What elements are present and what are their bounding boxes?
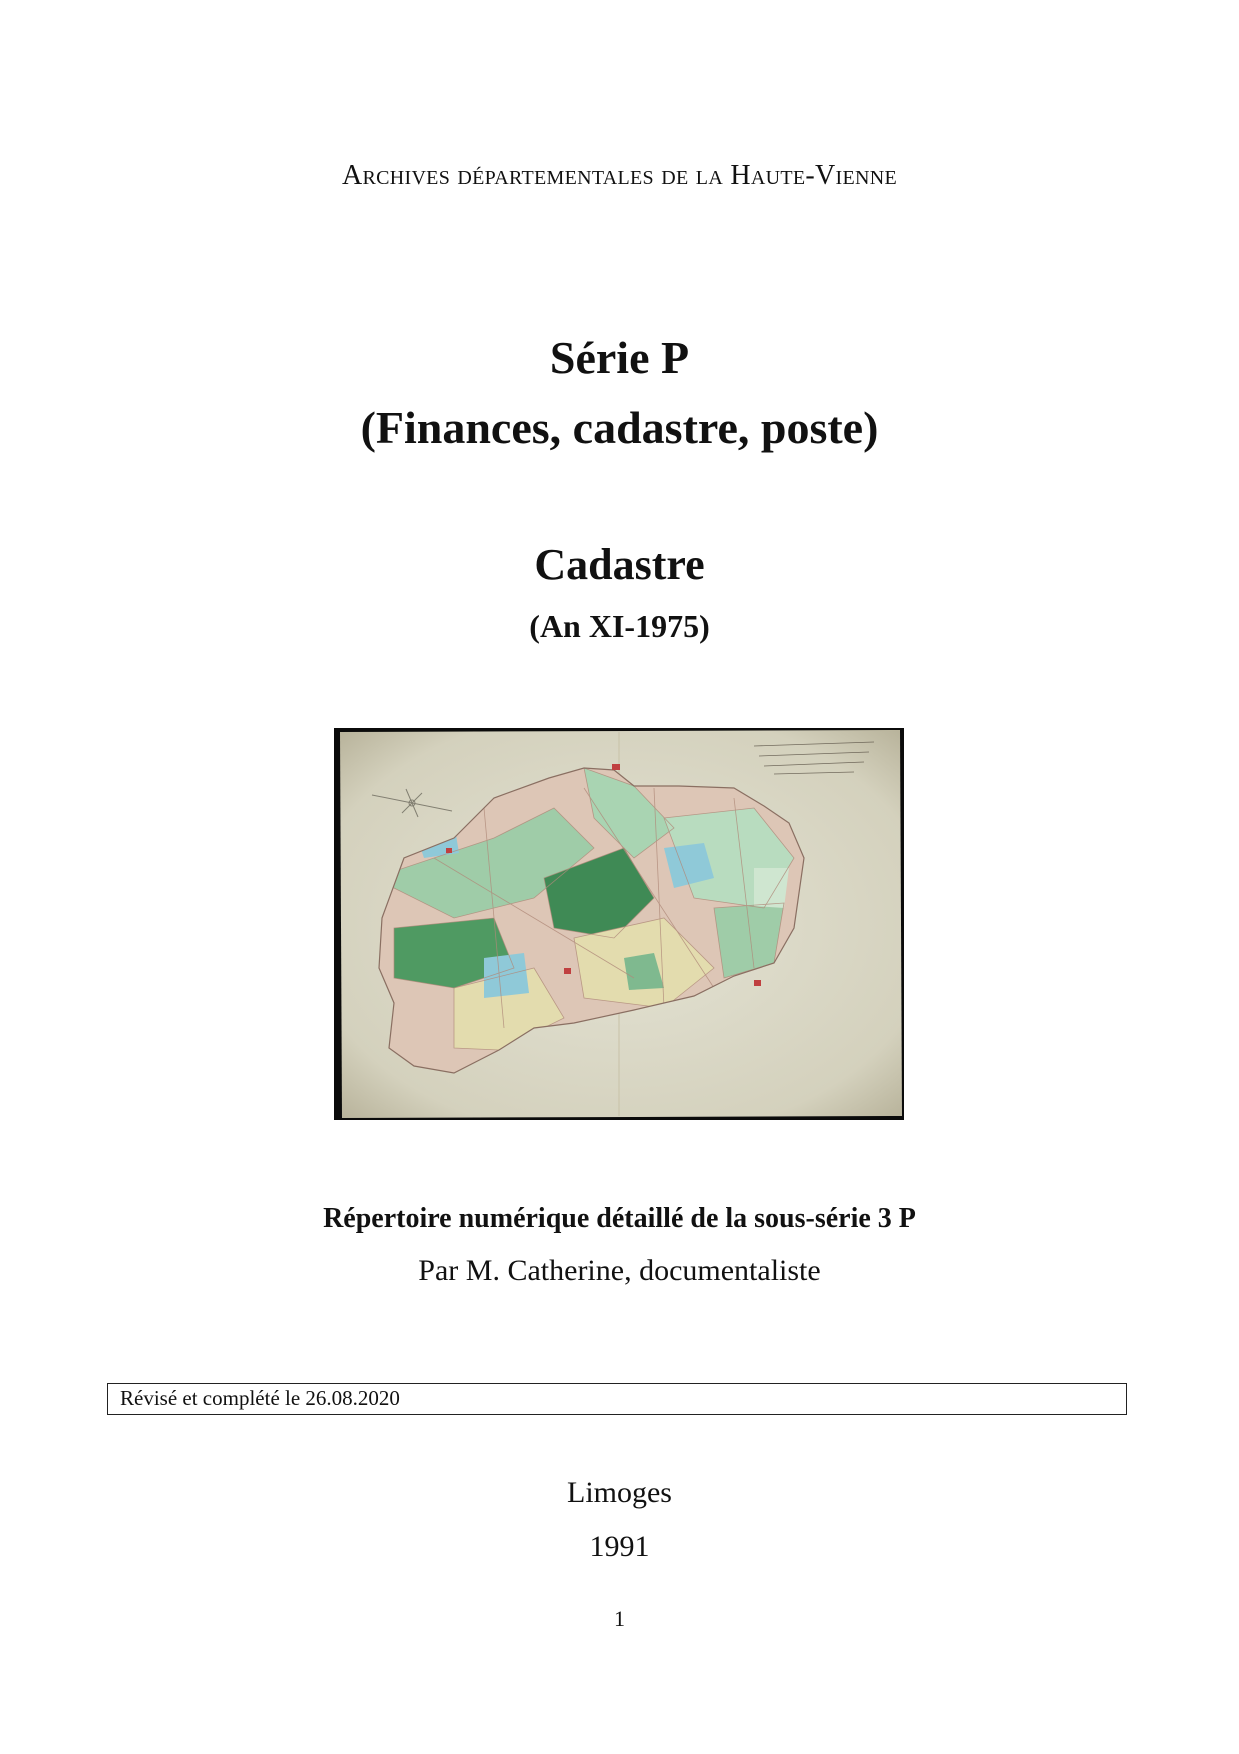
cadastral-map-illustration — [334, 728, 904, 1120]
cadastral-map-image — [334, 728, 904, 1120]
serie-title: Série P — [549, 332, 690, 383]
repertoire-description: Répertoire numérique détaillé de la sous-série 3 P — [323, 1203, 916, 1234]
date-range: (An XI-1975) — [529, 608, 710, 644]
publication-year: 1991 — [589, 1530, 650, 1563]
page-number: 1 — [614, 1606, 625, 1631]
institution-name: Archives départementales de la Haute-Vienne — [341, 160, 898, 191]
serie-subtitle: (Finances, cadastre, poste) — [360, 402, 879, 453]
revision-note: Révisé et complété le 26.08.2020 — [120, 1386, 400, 1410]
subject-title: Cadastre — [534, 540, 705, 589]
publication-city: Limoges — [567, 1476, 672, 1509]
revision-note-box — [107, 1383, 1127, 1415]
author-line: Par M. Catherine, documentaliste — [418, 1254, 821, 1287]
